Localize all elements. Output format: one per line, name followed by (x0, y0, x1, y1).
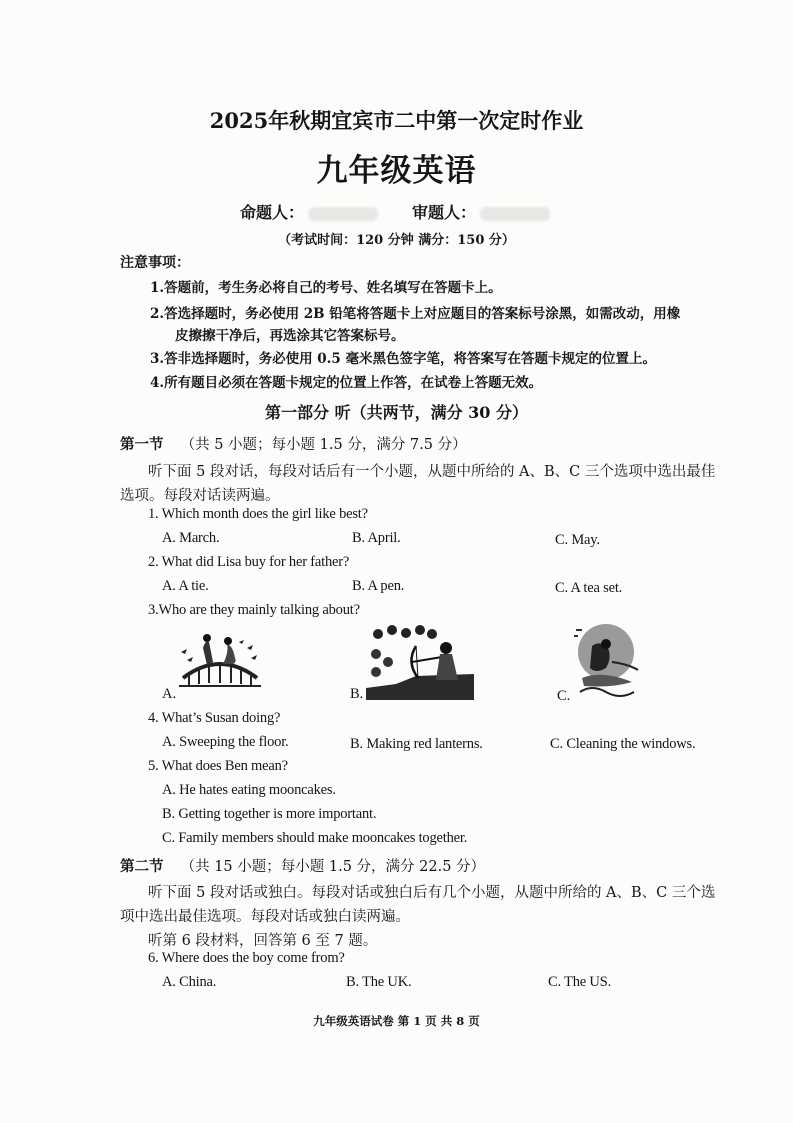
q6-option-a: A. China. (162, 974, 217, 990)
q6-option-c: C. The US. (548, 974, 611, 990)
section1-instruction: 听下面 5 段对话，每段对话后有一个小题，从题中所给的 A、B、C 三个选项中选出最佳 (148, 464, 716, 480)
question-5-stem: 5. What does Ben mean? (148, 758, 288, 774)
q1-option-c: C. May. (555, 532, 600, 548)
q6-option-b: B. The UK. (346, 974, 412, 990)
q1-option-a: A. March. (162, 530, 220, 546)
question-2-stem: 2. What did Lisa buy for her father? (148, 554, 350, 570)
question-1-stem: 1. Which month does the girl like best? (148, 506, 368, 522)
q1-option-b: B. April. (352, 530, 401, 546)
notice-item: 2.答选择题时，务必使用 2B 铅笔将答题卡上对应题目的答案标号涂黑，如需改动，用橡 (150, 306, 681, 322)
question-reviewer (412, 200, 550, 223)
notice-heading: 注意事项： (120, 255, 190, 271)
question-4-stem: 4. What’s Susan doing? (148, 710, 281, 726)
section2-material: 听第 6 段材料，回答第 6 至 7 题。 (148, 933, 378, 949)
redacted-name (308, 207, 378, 221)
reviewer-label: 审题人： (412, 203, 477, 222)
part1-title: 第一部分 听（共两节，满分 30 分） (265, 403, 528, 422)
notice-item: 1.答题前，考生务必将自己的考号、姓名填写在答题卡上。 (150, 280, 502, 296)
setter-label: 命题人： (240, 203, 305, 222)
section1-instruction: 选项。每段对话读两遍。 (120, 488, 280, 504)
notice-item: 3.答非选择题时，务必使用 0.5 毫米黑色签字笔，将答案写在答题卡规定的位置上。 (150, 351, 656, 367)
subject-title: 九年级英语 (316, 153, 477, 189)
q5-option-b: B. Getting together is more important. (162, 806, 377, 822)
q2-option-b: B. A pen. (352, 578, 405, 594)
notice-item: 皮擦擦干净后，再选涂其它答案标号。 (175, 328, 405, 344)
redacted-name (480, 207, 550, 221)
q3-option-a-label: A. (162, 686, 177, 702)
question-setter (240, 200, 378, 223)
q4-option-c: C. Cleaning the windows. (550, 736, 696, 752)
section2-label: 第二节 (120, 858, 164, 875)
houyi-archer-image (366, 624, 474, 700)
exam-info: （考试时间：120 分钟 满分：150 分） (278, 233, 515, 248)
q2-option-a: A. A tie. (162, 578, 209, 594)
q5-option-c: C. Family members should make mooncakes together. (162, 830, 468, 846)
section2-instruction: 听下面 5 段对话或独白。每段对话或独白后有几个小题，从题中所给的 A、B、C 三个选 (148, 885, 716, 901)
q3-option-c-label: C. (557, 688, 571, 704)
section1-label: 第一节 (120, 436, 164, 453)
change-moon-image (572, 622, 644, 702)
exam-title: 2025年秋期宜宾市二中第一次定时作业 (209, 108, 584, 133)
q2-option-c: C. A tea set. (555, 580, 623, 596)
q5-option-a: A. He hates eating mooncakes. (162, 782, 336, 798)
q4-option-b: B. Making red lanterns. (350, 736, 483, 752)
section2-heading (120, 855, 485, 876)
magpie-bridge-image (175, 628, 265, 692)
section1-heading (120, 433, 467, 454)
section1-info: （共 5 小题；每小题 1.5 分，满分 7.5 分） (180, 437, 467, 453)
notice-item: 4.所有题目必须在答题卡规定的位置上作答，在试卷上答题无效。 (150, 375, 543, 391)
question-3-stem: 3.Who are they mainly talking about? (148, 602, 360, 618)
page-footer: 九年级英语试卷 第 1 页 共 8 页 (313, 1014, 480, 1028)
question-6-stem: 6. Where does the boy come from? (148, 950, 345, 966)
section2-instruction: 项中选出最佳选项。每段对话或独白读两遍。 (120, 909, 410, 925)
section2-info: （共 15 小题；每小题 1.5 分，满分 22.5 分） (180, 859, 486, 875)
q4-option-a: A. Sweeping the floor. (162, 734, 289, 750)
q3-option-b-label: B. (350, 686, 364, 702)
